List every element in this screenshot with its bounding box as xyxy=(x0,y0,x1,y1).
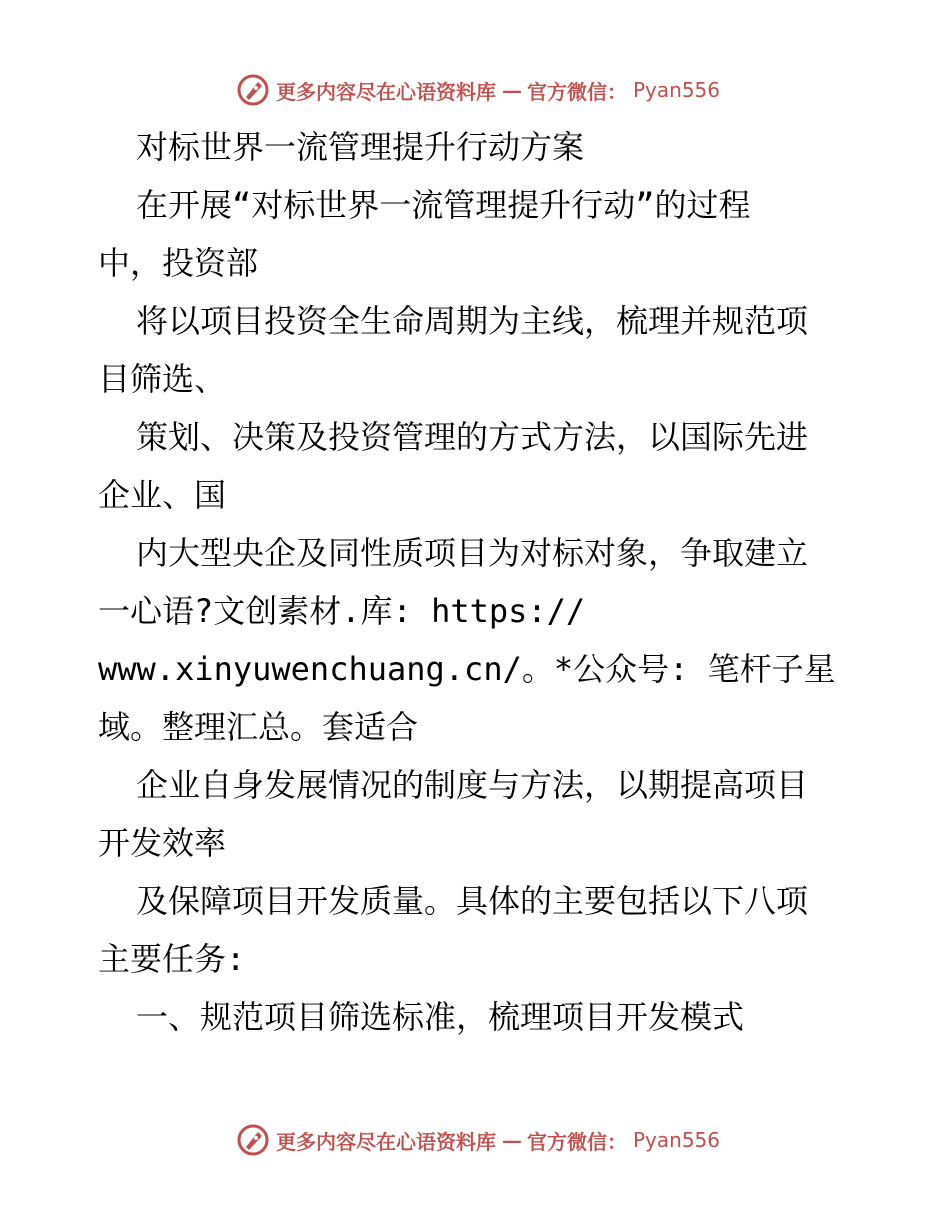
text-line: 在开展“对标世界一流管理提升行动”的过程 xyxy=(136,186,751,224)
text-line: 内大型央企及同性质项目为对标对象，争取建立 xyxy=(136,534,809,572)
text-line: 策划、决策及投资管理的方式方法，以国际先进 xyxy=(136,418,809,456)
watermark-wechat-id: Pyan556 xyxy=(633,78,721,102)
text-line: 主要任务: xyxy=(98,940,246,978)
text-line: www.xinyuwenchuang.cn/。*公众号: 笔杆子星 xyxy=(98,650,836,688)
watermark-brand-text: 更多内容尽在心语资料库 xyxy=(276,79,496,104)
text-line: 一心语?文创素材.库: https:// xyxy=(98,592,586,630)
text-line: 企业、国 xyxy=(98,476,227,514)
watermark-brand-text: 更多内容尽在心语资料库 xyxy=(276,1129,496,1154)
text-line: 一、规范项目筛选标准，梳理项目开发模式 xyxy=(136,998,745,1036)
text-line: 域。整理汇总。套适合 xyxy=(98,708,419,746)
pen-nib-logo-icon xyxy=(236,73,270,107)
header-watermark xyxy=(236,72,720,108)
text-line: 中，投资部 xyxy=(98,244,259,282)
footer-watermark xyxy=(236,1122,720,1158)
text-line: 开发效率 xyxy=(98,824,227,862)
pen-nib-logo-icon xyxy=(236,1123,270,1157)
watermark-wechat-label: 官方微信： xyxy=(527,1129,627,1154)
text-line: 及保障项目开发质量。具体的主要包括以下八项 xyxy=(136,882,809,920)
text-line: 目筛选、 xyxy=(98,360,227,398)
watermark-wechat-id: Pyan556 xyxy=(633,1128,721,1152)
document-body xyxy=(98,118,858,1046)
watermark-separator: — xyxy=(502,1128,521,1152)
text-line: 企业自身发展情况的制度与方法，以期提高项目 xyxy=(136,766,809,804)
text-line: 将以项目投资全生命周期为主线，梳理并规范项 xyxy=(136,302,809,340)
watermark-separator: — xyxy=(502,78,521,102)
text-line: 对标世界一流管理提升行动方案 xyxy=(136,128,585,166)
watermark-wechat-label: 官方微信： xyxy=(527,79,627,104)
